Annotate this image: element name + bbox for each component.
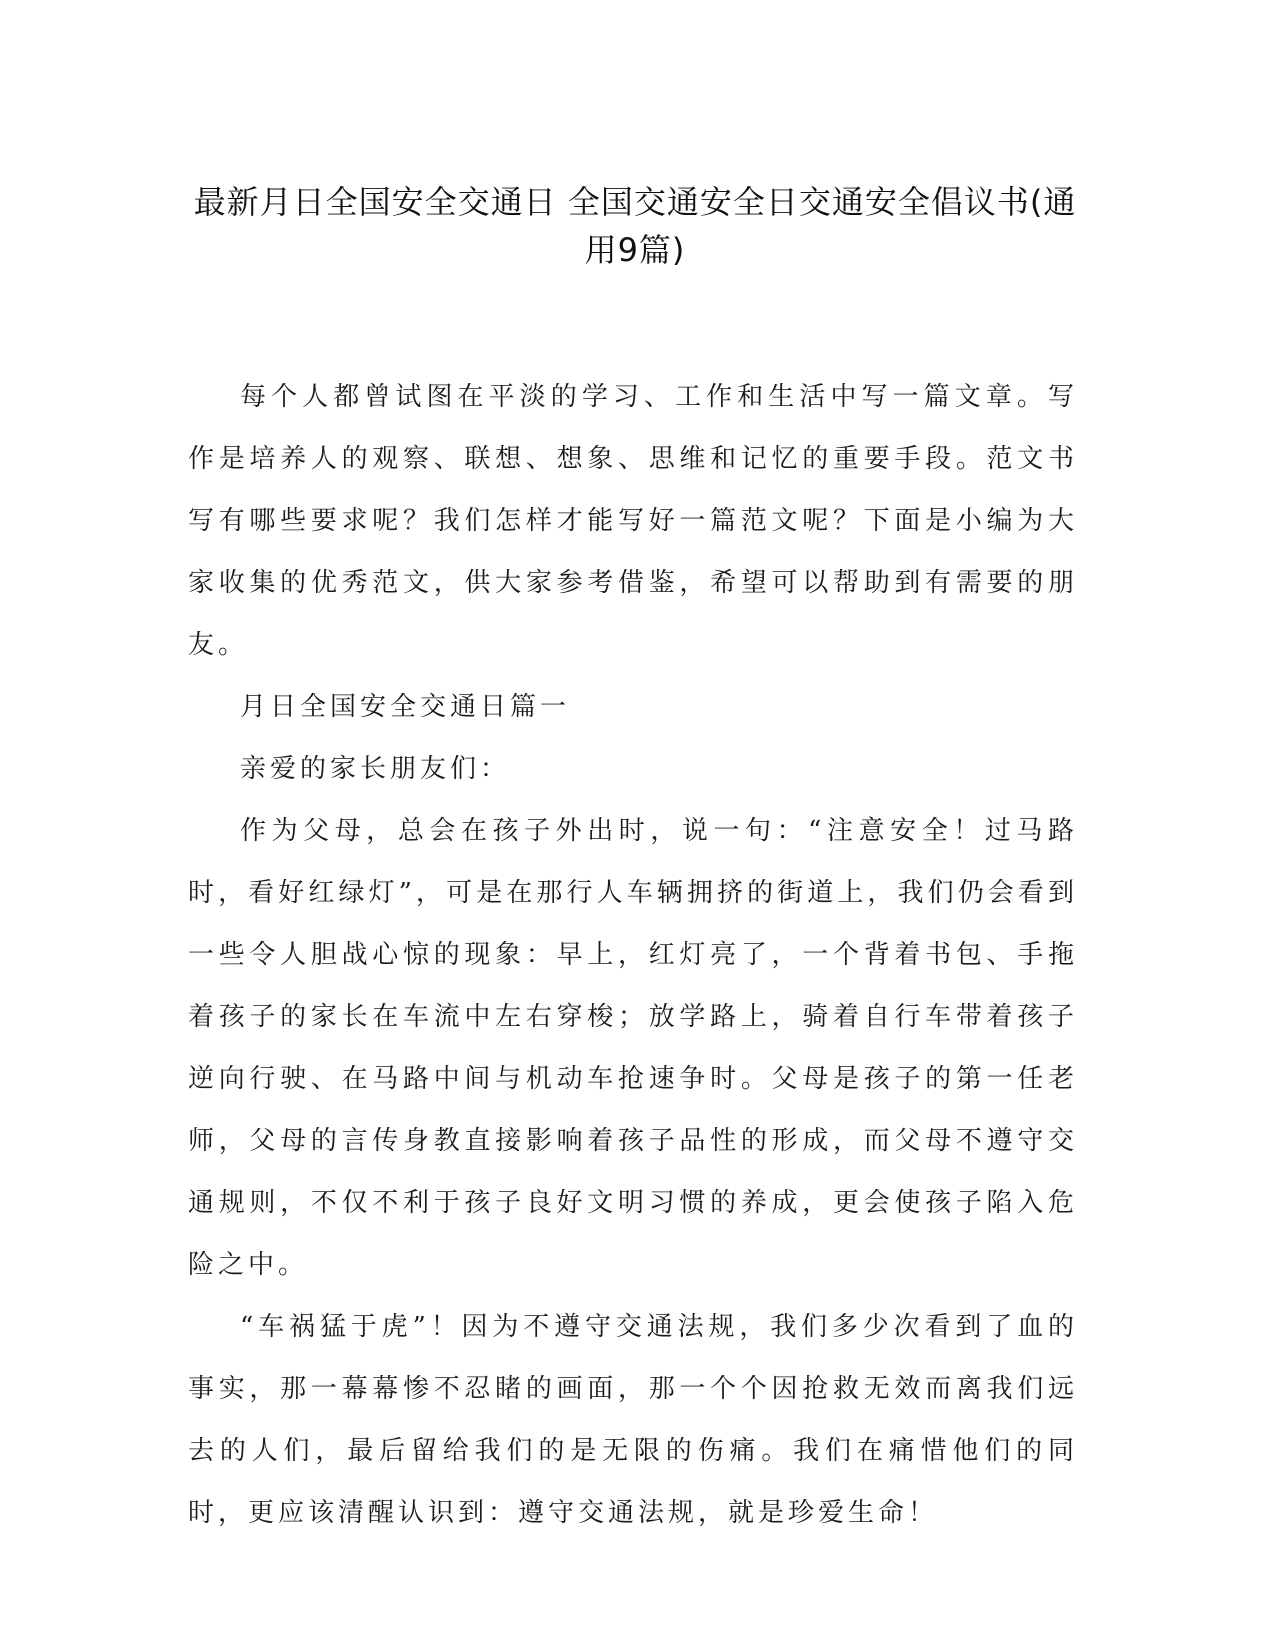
section-heading: 月日全国安全交通日篇一 <box>240 692 571 722</box>
body-paragraph: “车祸猛于虎”！因为不遵守交通法规，我们多少次看到了血的事实，那一幕幕惨不忍睹的画面，那一个个因抢救无效而离我们远去的人们，最后留给我们的是无限的伤痛。我们在痛惜他们的同时，更应该清醒认识到：遵守交通法规，就是珍爱生命！ <box>188 1312 1078 1528</box>
intro-paragraph: 每个人都曾试图在平淡的学习、工作和生活中写一篇文章。写作是培养人的观察、联想、想象、思维和记忆的重要手段。范文书写有哪些要求呢？我们怎样才能写好一篇范文呢？下面是小编为大家收集的优秀范文，供大家参考借鉴，希望可以帮助到有需要的朋友。 <box>188 382 1078 660</box>
document-title: 最新月日全国安全交通日 全国交通安全日交通安全倡议书(通用9篇) <box>193 183 1077 269</box>
salutation: 亲爱的家长朋友们： <box>240 754 511 784</box>
document-body <box>188 366 1078 1544</box>
body-paragraph: 作为父母，总会在孩子外出时，说一句：“注意安全！过马路时，看好红绿灯”，可是在那行人车辆拥挤的街道上，我们仍会看到一些令人胆战心惊的现象：早上，红灯亮了，一个背着书包、手拖着孩子的家长在车流中左右穿梭；放学路上，骑着自行车带着孩子逆向行驶、在马路中间与机动车抢速争时。父母是孩子的第一任老师，父母的言传身教直接影响着孩子品性的形成，而父母不遵守交通规则，不仅不利于孩子良好文明习惯的养成，更会使孩子陷入危险之中。 <box>188 816 1078 1280</box>
